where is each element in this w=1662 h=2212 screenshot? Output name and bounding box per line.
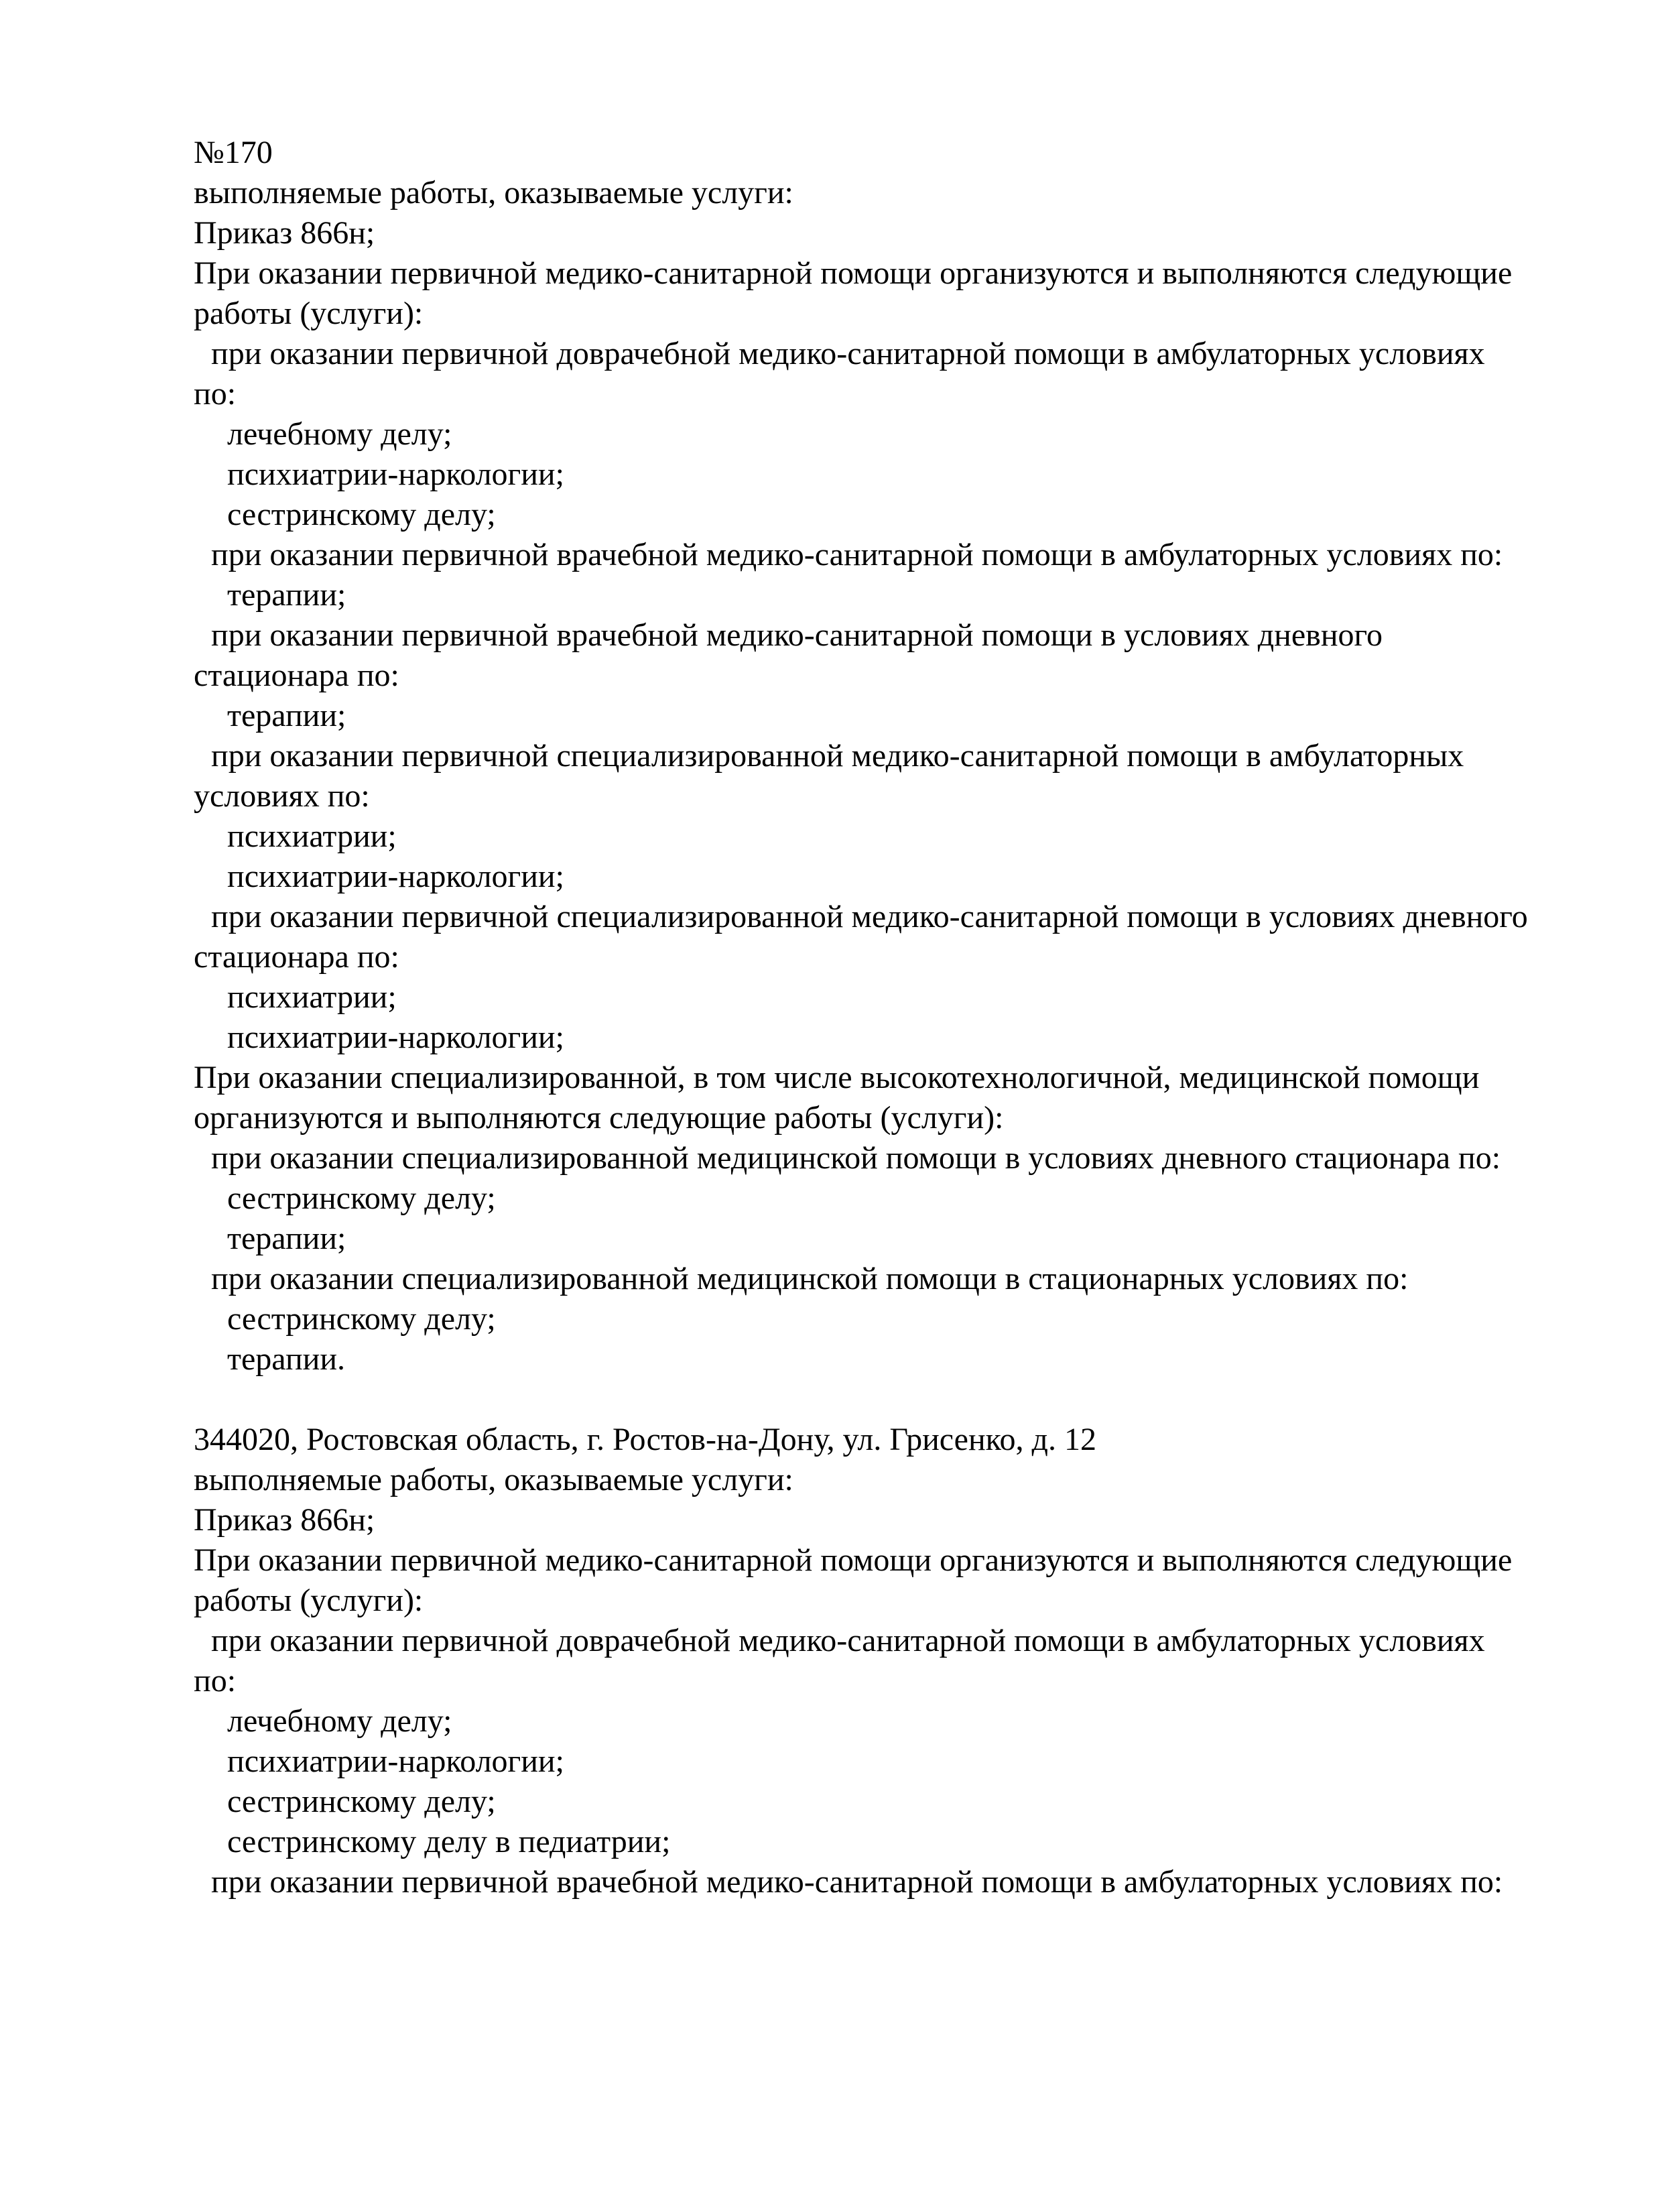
text-line: психиатрии-наркологии; xyxy=(227,1020,564,1055)
text-line: терапии; xyxy=(227,698,346,733)
text-line: выполняемые работы, оказываемые услуги: xyxy=(194,1462,793,1497)
text-line: При оказании первичной медико-санитарной помощи организуются и выполняются следующие xyxy=(194,1542,1513,1578)
text-line: психиатрии-наркологии; xyxy=(227,859,564,894)
text-line: При оказании первичной медико-санитарной помощи организуются и выполняются следующие xyxy=(194,255,1513,291)
text-line: психиатрии; xyxy=(227,979,397,1015)
text-line: сестринскому делу; xyxy=(227,1180,496,1216)
text-line: сестринскому делу; xyxy=(227,497,496,532)
text-line: терапии; xyxy=(227,577,346,613)
text-line: При оказании специализированной, в том числе высокотехнологичной, медицинской помощи xyxy=(194,1060,1480,1095)
text-line: при оказании первичной доврачебной медико-санитарной помощи в амбулаторных условиях xyxy=(211,336,1485,371)
text-line: лечебному делу; xyxy=(227,1703,452,1739)
text-line: при оказании специализированной медицинской помощи в условиях дневного стационара по: xyxy=(211,1140,1501,1176)
text-line: при оказании первичной специализированной медико-санитарной помощи в условиях дневного xyxy=(211,899,1528,934)
text-line: при оказании специализированной медицинской помощи в стационарных условиях по: xyxy=(211,1261,1409,1296)
text-line: сестринскому делу в педиатрии; xyxy=(227,1824,671,1859)
text-line: при оказании первичной врачебной медико-санитарной помощи в амбулаторных условиях по: xyxy=(211,1864,1503,1900)
text-line: по: xyxy=(194,376,237,412)
text-line: Приказ 866н; xyxy=(194,215,375,251)
text-line: терапии. xyxy=(227,1341,346,1377)
text-line: организуются и выполняются следующие работы (услуги): xyxy=(194,1100,1004,1135)
text-line: при оказании первичной доврачебной медико-санитарной помощи в амбулаторных условиях xyxy=(211,1623,1485,1658)
text-line: сестринскому делу; xyxy=(227,1784,496,1819)
text-line: при оказании первичной специализированной медико-санитарной помощи в амбулаторных xyxy=(211,738,1464,774)
text-line: работы (услуги): xyxy=(194,296,424,331)
license-number: №170 xyxy=(194,135,273,170)
text-line: психиатрии; xyxy=(227,818,397,854)
blank-line xyxy=(194,1379,1622,1420)
text-line: при оказании первичной врачебной медико-санитарной помощи в условиях дневного xyxy=(211,617,1383,653)
text-line: лечебному делу; xyxy=(227,416,452,452)
text-line: Приказ 866н; xyxy=(194,1502,375,1538)
text-line: психиатрии-наркологии; xyxy=(227,456,564,492)
text-line: условиях по: xyxy=(194,778,370,814)
text-line: стационара по: xyxy=(194,939,399,975)
text-line: работы (услуги): xyxy=(194,1583,424,1618)
text-line: сестринскому делу; xyxy=(227,1301,496,1337)
text-line: по: xyxy=(194,1663,237,1699)
document-text xyxy=(194,133,1622,1902)
text-line: терапии; xyxy=(227,1221,346,1256)
text-line: выполняемые работы, оказываемые услуги: xyxy=(194,175,793,210)
text-line: при оказании первичной врачебной медико-санитарной помощи в амбулаторных условиях по: xyxy=(211,537,1503,572)
text-line: психиатрии-наркологии; xyxy=(227,1743,564,1779)
text-line: стационара по: xyxy=(194,658,399,693)
address-line: 344020, Ростовская область, г. Ростов-на-Дону, ул. Грисенко, д. 12 xyxy=(194,1422,1096,1457)
